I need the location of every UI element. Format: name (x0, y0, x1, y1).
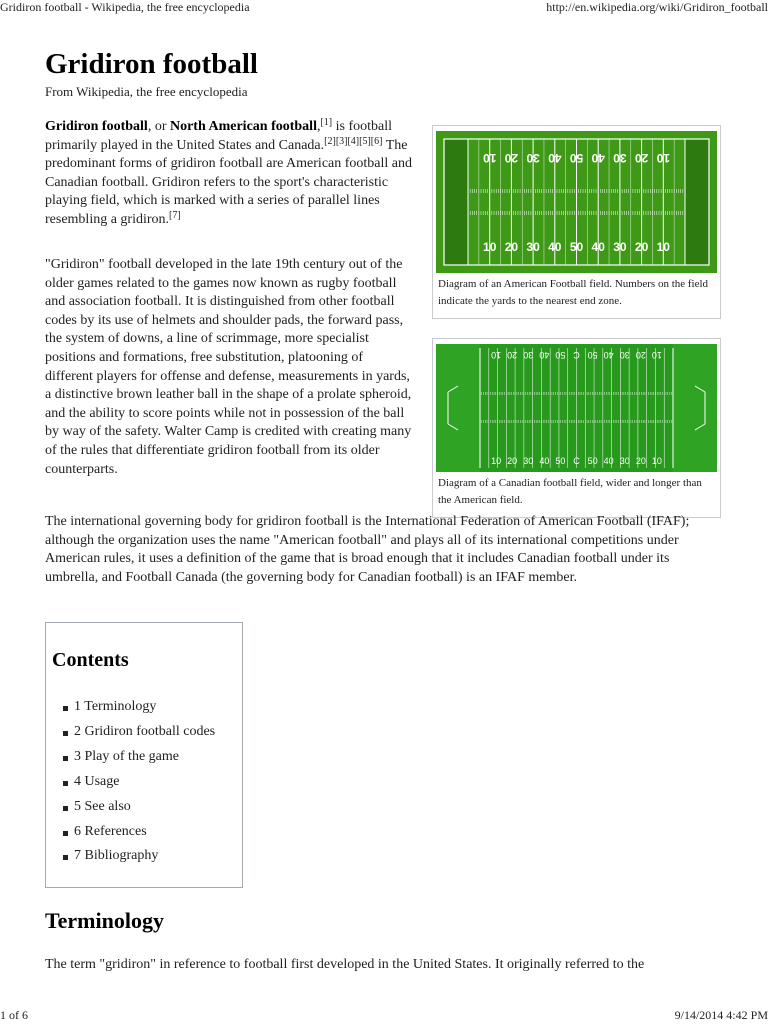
bold-term-north-american: North American football (169, 119, 317, 134)
yard-number: 20 (635, 350, 646, 360)
yard-number: 10 (651, 456, 662, 466)
yard-number: 50 (587, 456, 598, 466)
yard-number: 50 (555, 350, 566, 360)
yard-number: C (573, 350, 580, 360)
tagline: From Wikipedia, the free encyclopedia (45, 84, 248, 99)
toc-list (74, 695, 215, 869)
print-page-title: Gridiron football - Wikipedia, the free encyclopedia (0, 0, 250, 14)
american-field-figure (432, 125, 721, 319)
yard-number: 30 (613, 151, 627, 165)
yard-number: 10 (491, 350, 502, 360)
yard-number: 20 (635, 456, 646, 466)
yard-number: 10 (483, 240, 497, 254)
toc-item-see-also[interactable]: 5 See also (74, 795, 215, 820)
lead-paragraph: Gridiron football, or North American football,[1] is football primarily played in the United States and Canada.[2][3][4][5][6] The predominant forms of gridiron football are American football and Canadian football. Gridiron refers to the sport's characteristic playing field, which is marked with a series of parallel lines resembling a gridiron.[7] (45, 117, 413, 227)
yard-number: 20 (504, 151, 519, 165)
yard-number: 40 (539, 350, 550, 360)
toc-item-references[interactable]: 6 References (74, 820, 215, 845)
article (45, 46, 715, 972)
figure-caption: Diagram of a Canadian football field, wider and longer than the American field. (438, 477, 702, 506)
yard-number: C (573, 456, 580, 466)
toc-item-bibliography[interactable]: 7 Bibliography (74, 844, 215, 869)
section-heading-terminology: Terminology (45, 908, 164, 933)
print-url: http://en.wikipedia.org/wiki/Gridiron_football (546, 0, 768, 14)
yard-number: 30 (523, 350, 534, 360)
yard-number: 20 (634, 240, 649, 254)
yard-number: 50 (587, 350, 598, 360)
yard-number: 20 (507, 456, 518, 466)
yard-number: 50 (569, 240, 584, 254)
end-zone (444, 139, 468, 265)
print-datetime: 9/14/2014 4:42 PM (674, 1008, 768, 1022)
yard-number: 20 (504, 240, 519, 254)
page-title: Gridiron football (45, 48, 258, 80)
yard-number: 10 (656, 151, 670, 165)
yard-number: 30 (526, 151, 540, 165)
yard-number: 30 (613, 240, 627, 254)
yard-number: 20 (634, 151, 649, 165)
american-field-diagram[interactable] (436, 131, 717, 273)
reference-link[interactable]: [7] (169, 209, 181, 221)
toc-item-play-of-game[interactable]: 3 Play of the game (74, 745, 215, 770)
yard-number: 40 (539, 456, 550, 466)
toc-item-gridiron-codes[interactable]: 2 Gridiron football codes (74, 720, 215, 745)
yard-number: 10 (483, 151, 497, 165)
yard-number: 50 (569, 151, 584, 165)
print-header (0, 0, 768, 14)
yard-number: 30 (523, 456, 534, 466)
yard-number: 30 (619, 350, 630, 360)
yard-number: 30 (526, 240, 540, 254)
toc-title: Contents (52, 649, 129, 671)
yard-number: 10 (651, 350, 662, 360)
bold-term-gridiron: Gridiron football (45, 119, 148, 134)
canadian-field-figure (432, 338, 721, 518)
end-zone (685, 139, 709, 265)
history-paragraph: "Gridiron" football developed in the late 19th century out of the older games related to the games now known as rugby football and association football. It is distinguished from other football codes by its use of helmets and shoulder pads, the forward pass, the system of downs, a line of scrimmage, more specialist positions and formations, free substitution, platooning of different players for offense and defense, measurements in yards, a distinctive brown leather ball in the shape of a prolate spheroid, and the ability to score points while not in possession of the ball by way of the safety. Walter Camp is credited with creating many of the rules that differentiate gridiron football from its older counterparts. (45, 257, 412, 477)
figure-caption: Diagram of an American Football field. Numbers on the field indicate the yards to the nearest end zone. (438, 278, 709, 307)
yard-number: 40 (603, 456, 614, 466)
print-footer (0, 1008, 768, 1022)
yard-number: 40 (548, 151, 562, 165)
yard-number: 40 (591, 240, 605, 254)
yard-number: 20 (507, 350, 518, 360)
reference-link[interactable]: [1] (320, 117, 333, 128)
yard-number: 50 (555, 456, 566, 466)
page-count: 1 of 6 (0, 1008, 28, 1022)
yard-number: 40 (603, 350, 614, 360)
canadian-field-diagram[interactable] (436, 344, 717, 472)
yard-number: 30 (619, 456, 630, 466)
reference-link[interactable]: [2][3][4][5][6] (324, 135, 383, 147)
table-of-contents (45, 622, 243, 888)
yard-number: 40 (591, 151, 605, 165)
toc-item-usage[interactable]: 4 Usage (74, 770, 215, 795)
yard-number: 40 (548, 240, 562, 254)
toc-item-terminology[interactable]: 1 Terminology (74, 695, 215, 720)
yard-number: 10 (491, 456, 502, 466)
terminology-paragraph: The term "gridiron" in reference to football first developed in the United States. It originally referred to the (45, 957, 645, 972)
international-paragraph: The international governing body for gridiron football is the International Federation of American Football (IFAF); although the organization uses the name "American football" and plays all of its international competitions under American rules, it uses a definition of the game that is broad enough that it includes Canadian football under its umbrella, and Football Canada (the governing body for Canadian football) is an IFAF member. (45, 514, 690, 585)
yard-number: 10 (656, 240, 670, 254)
